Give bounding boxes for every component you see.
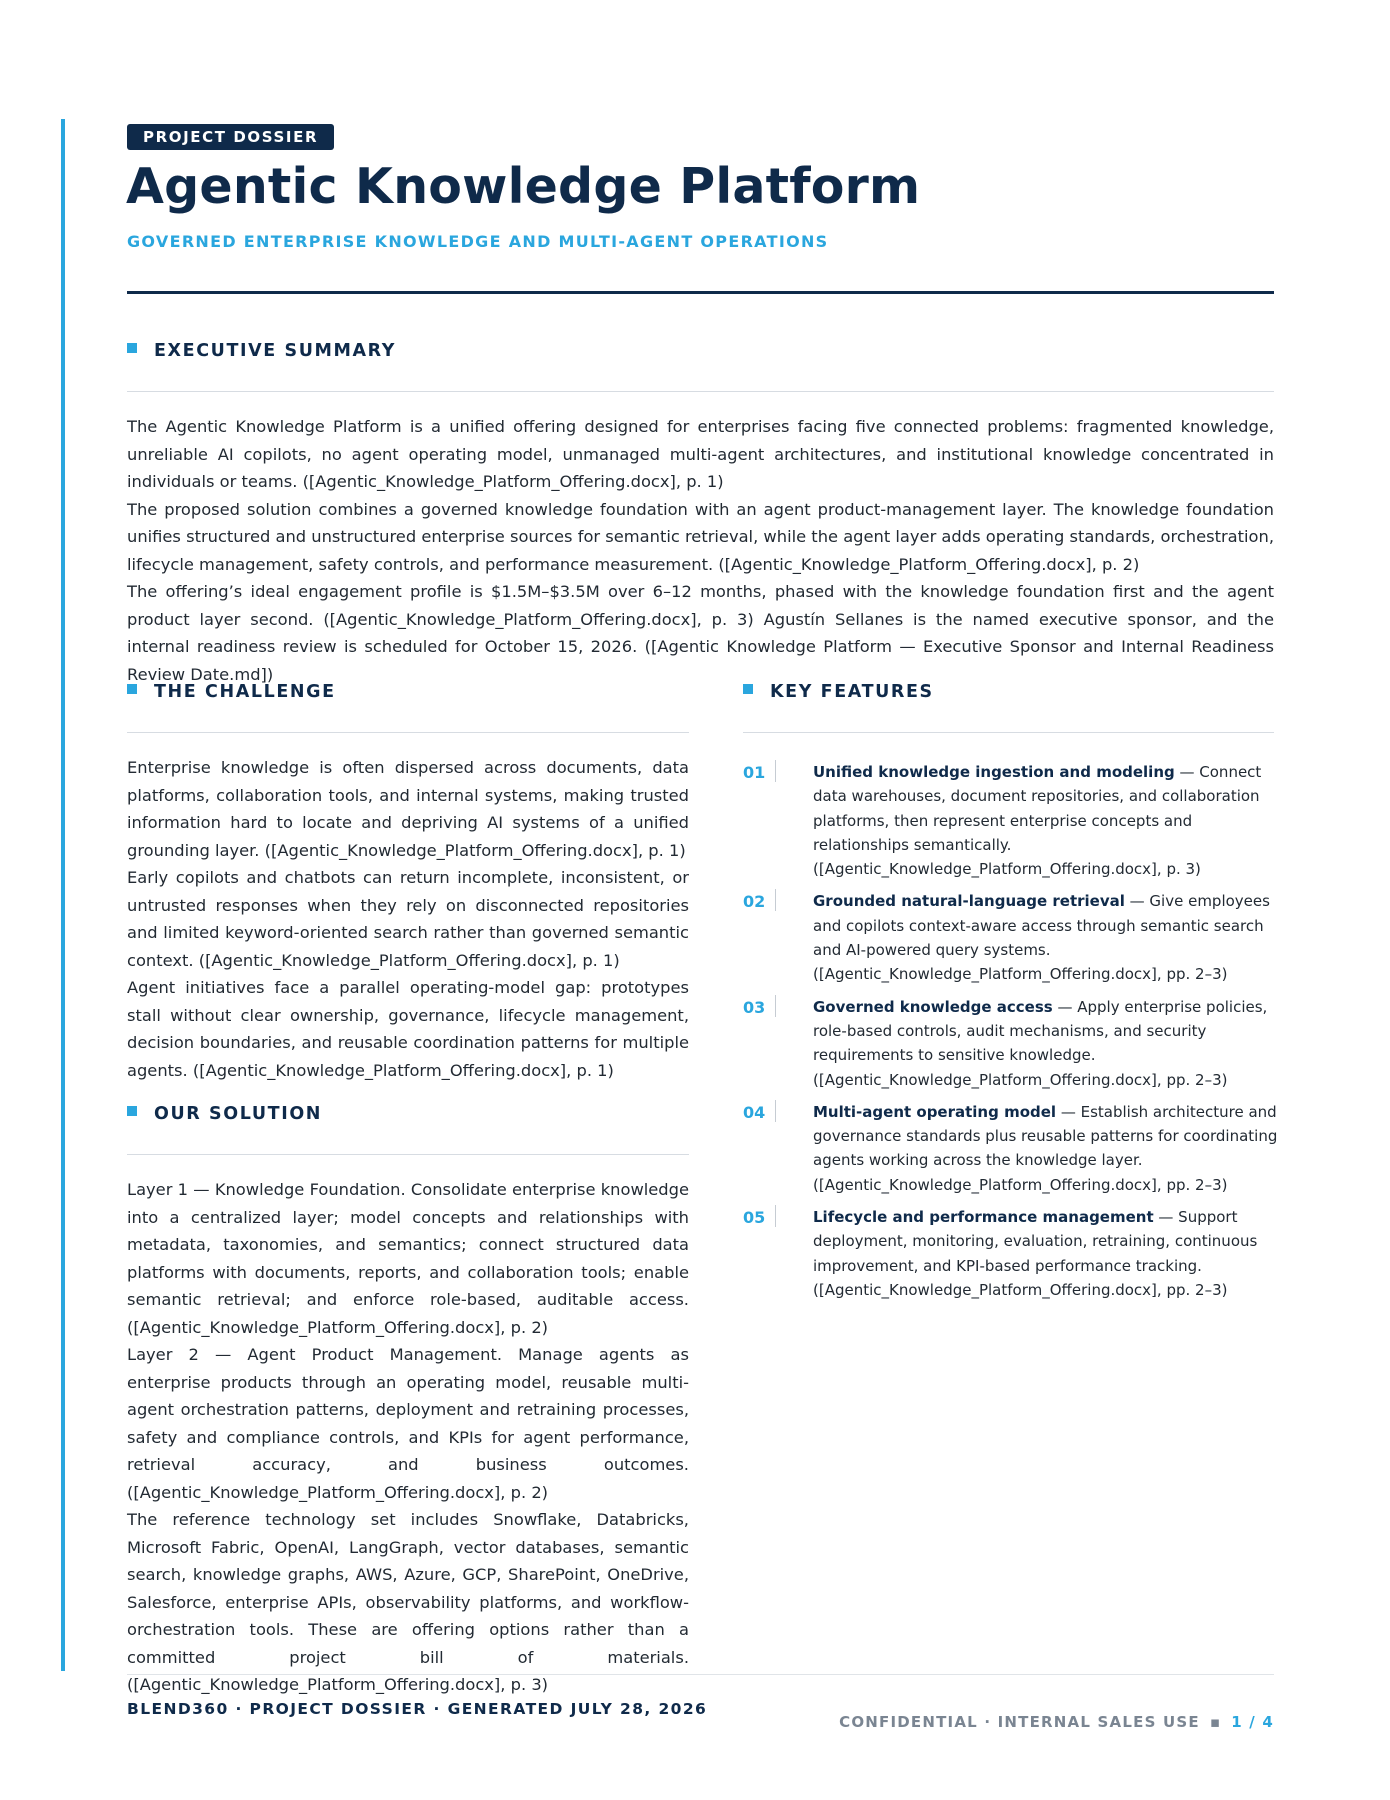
section-marker-icon — [127, 684, 137, 694]
paragraph: The reference technology set includes Snowflake, Databricks, Microsoft Fabric, OpenAI, LangGraph, vector databases, semantic search, knowledge graphs, AWS, Azure, GCP, SharePoint, OneDrive, Salesforce, enterprise APIs, observability platforms, and workflow-orchestration tools. These are offering options rather than a committed project bill of materials. ([Agentic_Knowledge_Platform_Offering.docx], p. 3) — [127, 1510, 689, 1694]
section-heading-label: OUR SOLUTION — [154, 1104, 323, 1124]
executive-summary-body — [127, 413, 1274, 688]
section-heading-challenge — [154, 682, 336, 702]
paragraph: Enterprise knowledge is often dispersed across documents, data platforms, collaboration tools, and internal systems, making trusted information hard to locate and depriving AI systems of a unified grounding layer. ([Agentic_Knowledge_Platform_Offering.docx], p. 1) — [127, 758, 689, 860]
feature-description: — Establish architecture and governance standards plus reusable patterns for coordinating agents working across the knowledge layer. ([Agentic_Knowledge_Platform_Offering.docx], pp. 2–3) — [813, 1102, 1278, 1194]
feature-divider — [775, 1100, 776, 1122]
feature-number: 03 — [743, 997, 766, 1017]
feature-text — [813, 760, 1283, 881]
separator-icon: ▪ — [1209, 1713, 1222, 1731]
paragraph: The Agentic Knowledge Platform is a unified offering designed for enterprises facing five connected problems: fragmented knowledge, unreliable AI copilots, no agent operating model, unmanaged multi-agent architectures, and institutional knowledge concentrated in individuals or teams. ([Agentic_Knowledge_Platform_Offering.docx], p. 1) — [127, 417, 1274, 491]
section-heading-solution — [154, 1104, 322, 1124]
section-divider — [127, 732, 689, 733]
feature-text — [813, 1100, 1283, 1197]
feature-number: 04 — [743, 1102, 766, 1122]
feature-divider — [775, 1205, 776, 1227]
feature-title: Unified knowledge ingestion and modeling — [813, 763, 1175, 781]
feature-title: Grounded natural-language retrieval — [813, 892, 1125, 911]
feature-text — [813, 1205, 1283, 1302]
section-marker-icon — [127, 343, 137, 353]
challenge-body — [127, 754, 689, 1084]
paragraph: Agent initiatives face a parallel operating-model gap: prototypes stall without clear ownership, governance, lifecycle management, decision boundaries, and reusable coordination patterns for multiple agents. ([Agentic_Knowledge_Platform_Offering.docx], p. 1) — [127, 978, 689, 1080]
section-heading-key-features — [770, 682, 934, 702]
footer-confidentiality — [839, 1713, 1274, 1731]
feature-divider — [775, 995, 776, 1017]
feature-number: 05 — [743, 1208, 766, 1228]
confidentiality-label: CONFIDENTIAL · INTERNAL SALES USE — [839, 1713, 1200, 1731]
section-divider — [743, 732, 1274, 733]
section-marker-icon — [127, 1106, 137, 1116]
feature-item — [743, 760, 1283, 881]
feature-title: Governed knowledge access — [813, 997, 1053, 1016]
section-marker-icon — [743, 684, 753, 694]
feature-description: — Support deployment, monitoring, evaluation, retraining, continuous improvement, and KPI-based performance tracking. ([Agentic_Knowledge_Platform_Offering.docx], pp. 2–3) — [813, 1208, 1258, 1299]
feature-item — [743, 889, 1283, 986]
page-number: 1 / 4 — [1231, 1713, 1274, 1731]
paragraph: Early copilots and chatbots can return incomplete, inconsistent, or untrusted responses when they rely on disconnected repositories and limited keyword-oriented search rather than governed semantic context. ([Agentic_Knowledge_Platform_Offering.docx], p. 1) — [127, 868, 689, 970]
solution-body — [127, 1176, 689, 1699]
feature-divider — [775, 760, 776, 782]
feature-item — [743, 1100, 1283, 1197]
section-heading-label: EXECUTIVE SUMMARY — [154, 341, 397, 361]
footer-generated-info: BLEND360 · PROJECT DOSSIER · GENERATED JULY 28, 2026 — [127, 1700, 708, 1718]
section-heading-label: THE CHALLENGE — [154, 682, 336, 702]
paragraph: The proposed solution combines a governed knowledge foundation with an agent product-management layer. The knowledge foundation unifies structured and unstructured enterprise sources for semantic retrieval, while the agent layer adds operating standards, orchestration, lifecycle management, safety controls, and performance measurement. ([Agentic_Knowledge_Platform_Offering.docx], p. 2) — [127, 499, 1274, 574]
feature-text — [813, 889, 1283, 986]
paragraph: Layer 2 — Agent Product Management. Manage agents as enterprise products through an operating model, reusable multi-agent orchestration patterns, deployment and retraining processes, safety and compliance controls, and KPIs for agent performance, retrieval accuracy, and business outcomes. ([Agentic_Knowledge_Platform_Offering.docx], p. 2) — [127, 1345, 689, 1502]
section-heading-label: KEY FEATURES — [770, 682, 934, 702]
feature-text — [813, 995, 1283, 1092]
accent-bar — [61, 119, 65, 1671]
paragraph: Layer 1 — Knowledge Foundation. Consolidate enterprise knowledge into a centralized layer; model concepts and relationships with metadata, taxonomies, and semantics; connect structured data platforms with documents, reports, and collaboration tools; enable semantic retrieval; and enforce role-based, auditable access. ([Agentic_Knowledge_Platform_Offering.docx], p. 2) — [127, 1180, 689, 1337]
feature-number: 02 — [743, 892, 766, 912]
feature-list — [743, 760, 1283, 1302]
feature-item — [743, 995, 1283, 1092]
footer-divider — [127, 1674, 1274, 1675]
feature-title: Multi-agent operating model — [813, 1102, 1057, 1121]
paragraph: The offering’s ideal engagement profile is $1.5M–$3.5M over 6–12 months, phased with the knowledge foundation first and the agent product layer second. ([Agentic_Knowledge_Platform_Offering.docx], p. 3) Agustín Sellanes is the named executive sponsor, and the internal readiness review is scheduled for October 15, 2026. ([Agentic Knowledge Platform — Executive Sponsor and Internal Readiness Review Date.md]) — [127, 582, 1274, 684]
feature-title: Lifecycle and performance management — [813, 1208, 1154, 1227]
feature-divider — [775, 889, 776, 911]
page-subtitle: GOVERNED ENTERPRISE KNOWLEDGE AND MULTI-AGENT OPERATIONS — [127, 232, 829, 251]
document-type-badge: PROJECT DOSSIER — [127, 124, 334, 150]
title-divider — [127, 291, 1274, 294]
feature-item — [743, 1205, 1283, 1302]
feature-description: — Give employees and copilots context-aware access through semantic search and AI-powered query systems. ([Agentic_Knowledge_Platform_Offering.docx], pp. 2–3) — [813, 892, 1270, 984]
page-title: Agentic Knowledge Platform — [126, 158, 921, 215]
feature-description: — Connect data warehouses, document repositories, and collaboration platforms, then represent enterprise concepts and relationships semantically. ([Agentic_Knowledge_Platform_Offering.docx], p. 3) — [813, 763, 1262, 879]
section-divider — [127, 391, 1274, 392]
section-divider — [127, 1154, 689, 1155]
section-heading-executive-summary — [154, 341, 396, 361]
feature-number: 01 — [743, 763, 766, 782]
feature-description: — Apply enterprise policies, role-based controls, audit mechanisms, and security requirements to sensitive knowledge. ([Agentic_Knowledge_Platform_Offering.docx], pp. 2–3) — [813, 997, 1268, 1089]
